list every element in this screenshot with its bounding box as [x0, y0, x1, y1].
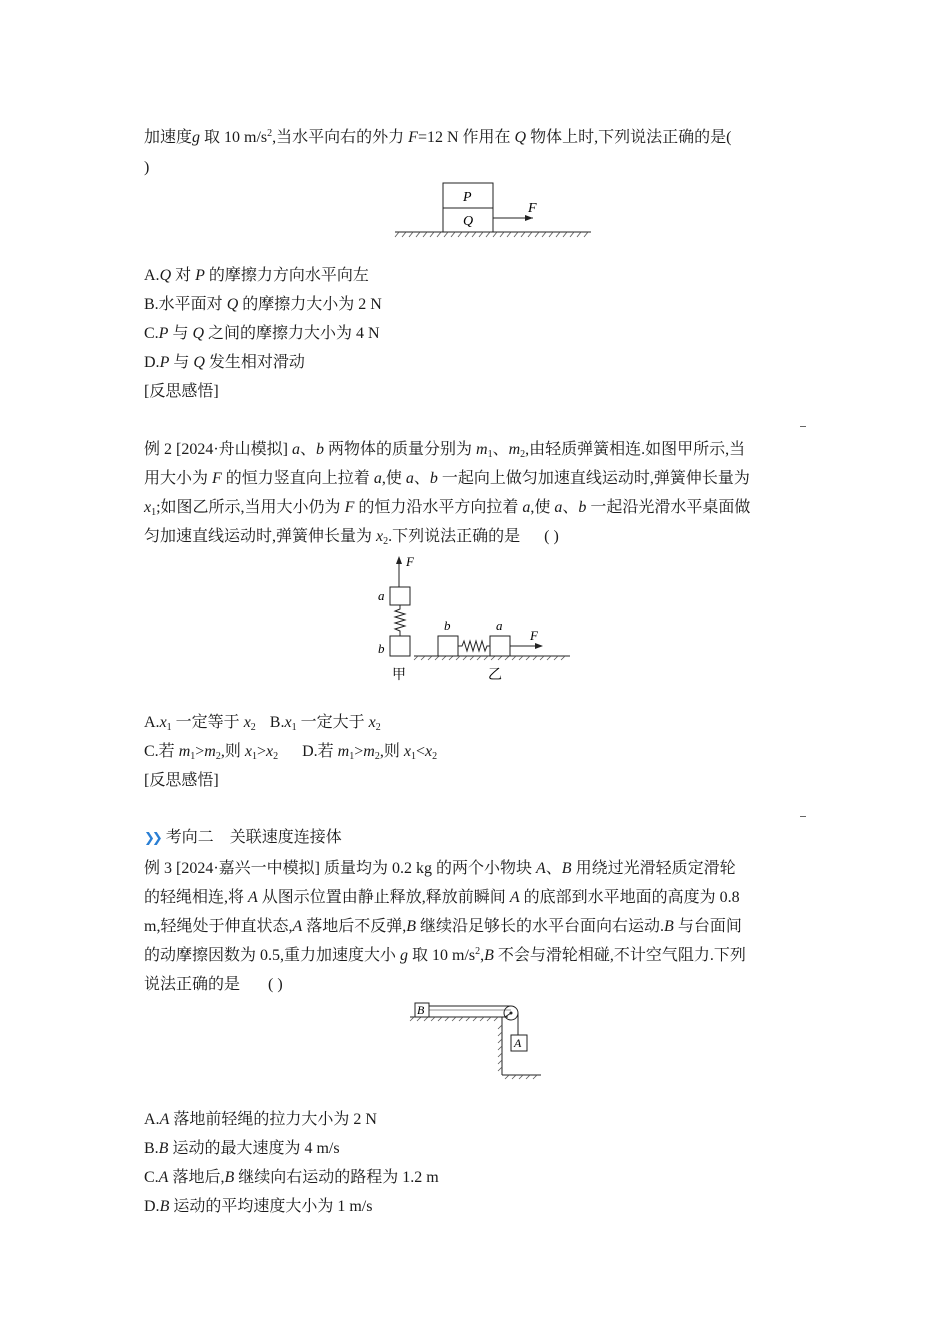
ground-hatch-yi — [414, 656, 565, 660]
wall-hatch — [498, 1025, 502, 1071]
q1-option-c[interactable]: C.P 与 Q 之间的摩擦力大小为 4 N — [144, 325, 380, 342]
label-f-yi: F — [530, 628, 538, 643]
q3-option-b[interactable]: B.B 运动的最大速度为 4 m/s — [144, 1140, 340, 1157]
q2-stem-line1: 例 2 [2024·舟山模拟] a、b 两物体的质量分别为 $m_1$、$m_2$,由轻质弹簧相连.如图甲所示,当 — [144, 441, 746, 460]
label-f: F — [528, 201, 537, 216]
label-jia: 甲 — [392, 668, 406, 683]
q2-stem-line4: 匀加速直线运动时,弹簧伸长量为 $x_2$.下列说法正确的是 ( ) — [144, 528, 559, 547]
block-b-jia — [390, 636, 410, 656]
q2-option-a[interactable]: $A.x_1$ 一定等于 $x_2$ — [144, 714, 256, 733]
q3-stem-line2: 的轻绳相连,将 A 从图示位置由静止释放,释放前瞬间 A 的底部到水平地面的高度为 0.8 — [144, 889, 740, 906]
margin-mark — [800, 426, 806, 427]
q1-figure-blocks — [393, 180, 593, 240]
table-hatch — [410, 1017, 498, 1021]
q1-stem-line2: ) — [144, 159, 150, 176]
q2-stem-line3: $x_1$;如图乙所示,当用大小仍为 F 的恒力沿水平方向拉着 a,使 a、b 一起沿光滑水平桌面做 — [144, 499, 751, 518]
label-yi: 乙 — [488, 668, 502, 683]
block-b-yi — [438, 636, 458, 656]
q2-option-c[interactable]: C.若 $m_1>m_2$,则 $x_1>x_2$ — [144, 743, 279, 762]
label-b-jia: b — [378, 641, 385, 656]
q2-reflect: [反思感悟] — [144, 772, 219, 789]
margin-mark — [800, 816, 806, 817]
q3-figure-pulley — [405, 997, 545, 1082]
q3-stem-line3: m,轻绳处于伸直状态,A 落地后不反弹,B 继续沿足够长的水平台面向右运动.B 与台面间 — [144, 918, 742, 935]
label-b: B — [417, 1003, 425, 1017]
q2-options-cd — [144, 742, 437, 762]
q2-options-ab — [144, 713, 381, 733]
q1-reflect: [反思感悟] — [144, 383, 219, 400]
spring-jia — [395, 605, 405, 636]
label-a-jia: a — [378, 588, 385, 603]
block-a-jia — [390, 587, 410, 605]
double-chevron-icon: ❯❯ — [144, 831, 160, 846]
q2-stem-line2: 用大小为 F 的恒力竖直向上拉着 a,使 a、b 一起向上做匀加速直线运动时,弹簧伸长量为 — [144, 470, 750, 487]
q1-option-d[interactable]: D.P 与 Q 发生相对滑动 — [144, 354, 305, 371]
q3-option-d[interactable]: D.B 运动的平均速度大小为 1 m/s — [144, 1198, 373, 1215]
q3-option-a[interactable]: A.A 落地前轻绳的拉力大小为 2 N — [144, 1111, 377, 1128]
q1-option-a[interactable]: A.Q 对 P 的摩擦力方向水平向左 — [144, 267, 369, 284]
label-a-yi: a — [496, 618, 503, 633]
q2-option-b[interactable]: $B.x_1$ 一定大于 $x_2$ — [269, 714, 381, 733]
q2-figure-springs — [370, 552, 580, 682]
ground-hatch — [395, 232, 588, 237]
q2-option-d[interactable]: D.若 $m_1>m_2$,则 $x_1<x_2$ — [302, 743, 438, 762]
q3-stem-line4: 的动摩擦因数为 0.5,重力加速度大小 g 取 10 $m/s^2,B$ 不会与滑轮相碰,不计空气阻力.下列 — [144, 946, 746, 964]
block-a-yi — [490, 636, 510, 656]
q3-option-c[interactable]: C.A 落地后,B 继续向右运动的路程为 1.2 m — [144, 1169, 439, 1186]
q3-stem-line1: 例 3 [2024·嘉兴一中模拟] 质量均为 0.2 kg 的两个小物块 A、B 用绕过光滑轻质定滑轮 — [144, 860, 736, 877]
label-b-yi: b — [444, 618, 451, 633]
label-q: Q — [463, 214, 474, 229]
q1-option-b[interactable]: B.水平面对 Q 的摩擦力大小为 2 N — [144, 296, 382, 313]
q3-stem-line5: 说法正确的是 ( ) — [144, 976, 283, 993]
label-a: A — [514, 1036, 522, 1050]
label-p: P — [463, 190, 472, 205]
label-f-jia: F — [406, 554, 414, 569]
pulley-mount — [505, 1013, 511, 1017]
q1-stem-line1: 加速度g 取 10 $m/s^2$,当水平向右的外力 F=12 N 作用在 Q 物体上时,下列说法正确的是( — [144, 128, 732, 146]
floor-hatch — [505, 1075, 537, 1079]
section-heading: ❯❯ 考向二 关联速度连接体 — [144, 829, 342, 846]
spring-yi — [458, 641, 490, 651]
